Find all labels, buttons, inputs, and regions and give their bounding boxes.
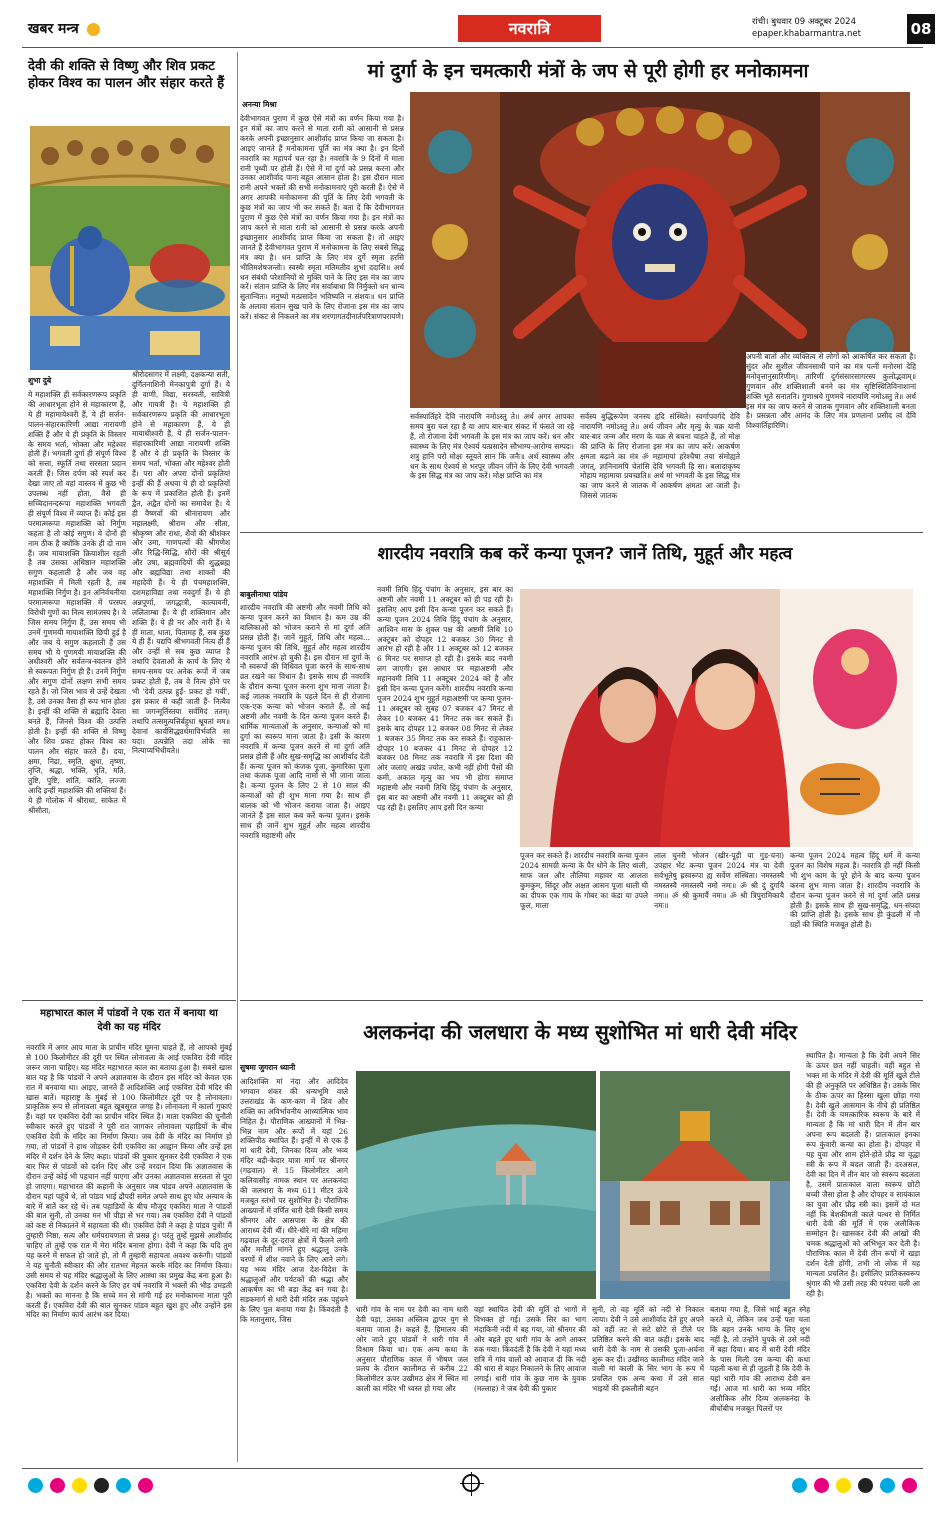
dhari-col-6: स्थापित है। मान्यता है कि देवी अपने सिर के ऊपर छत नहीं चाहती। वहीं बहुत से भक्त मां के मंदिर में देवी की मूर्ति खुले टीले की ही अनुकृति पर अधिष्ठित है। उसके सिर के ठीक ऊपर का हिस्सा खुला छोड़ा गया है। देवी खुले आसमान के नीचे ही प्रतिष्ठित हैं। देवी के चमत्कारिक स्वरूप के बारे में मान्यता है कि मां धारी दिन में तीन बार अपना रूप बदलती हैं। प्रातःकाल इनका रूप कुंवारी कन्या का होता है। दोपहर में यह युवा और शाम होते-होते प्रौढ़ या वृद्धा स्त्री के रूप में बदल जाती हैं। दरअसल, देवी का दिन में तीन बार जो स्वरूप बदलता है, उसमें प्रातःकाल वाला स्वरूप छोटी बच्ची जैसा होता है और दोपहर व सायंकाल का युवा और प्रौढ़ स्त्री का। इसमें दो मत नहीं कि बेशकीमती काले पत्थर से निर्मित धारी देवी की मूर्ति में एक अलौकिक सम्मोहन है। खासकर देवी की आंखों की चमक श्रद्धालुओं को अभिभूत कर देती है। पौराणिक काल में देवी तीन रूपों में खड़ा दर्शन देती होंगी, तभी तो लोक में यह मान्यता प्रचलित है। इसीलिए प्रातिकस्वरूप श्रृंगार की भी उसी तरह की परंपरा चली आ रही है। bbox=[806, 1051, 920, 1298]
left-byline: शुभा दुबे bbox=[28, 376, 52, 385]
dhari-river-art bbox=[356, 1071, 596, 1299]
reg-dot-cyan bbox=[28, 1478, 43, 1493]
brand-name: खबर मन्त्र bbox=[28, 21, 79, 37]
kanya-headline: शारदीय नवरात्रि कब करें कन्या पूजन? जानें तिथि, मुहूर्त और महत्व bbox=[377, 544, 793, 564]
reg-dot-magenta bbox=[902, 1478, 917, 1493]
mantra-col-1: देवीभागवत पुराण में कुछ ऐसे मंत्रों का वर्णन किया गया है। इन मंत्रों का जाप करने से माता रानी को आसानी से प्रसन्न करके अपनी इच्छानुसार आशीर्वाद प्राप्त किया जा सकता है। आइए जानते हैं मनोकामना पूर्ति का मंत्र क्या है। इन दिनों नवरात्रि का महापर्व चल रहा है। नवरात्रि के 9 दिनों में माता रानी पृथ्वी पर होती हैं। ऐसे में मां दुर्गा को प्रसन्न करना और उनका आशीर्वाद पाना बहुत आसान होता है। इस दौरान माता रानी अपने भक्तों की सभी मनोकामनाएं पूरी करती हैं। ऐसे में अगर आपकी मनोकामना की पूर्ति के लिए देवी भगवती के कुछ मंत्रों का जाप भी कर सकते हैं। बता दें कि देवीभागवत पुराण में कुछ ऐसे मंत्रों का वर्णन किया गया है। इन मंत्रों का जाप करने से माता रानी को आसानी से प्रसन्न करके अपनी इच्छानुसार आशीर्वाद प्राप्त किया जा सकता है। तो आइए जानते हैं देवीभागवत पुराण में मनोकामना के लिए सबसे सिद्ध मंत्र क्या है। धन प्राप्ति के लिए मंत्र दुर्गे स्मृता हरसि भीतिमशेषजन्तोः। स्वस्थैः स्मृता मतिमतीव शुभां ददासि॥ अर्थ धन संबंधी परेशानियों से मुक्ति पाने के लिए इस मंत्र का जाप करें। संतान प्राप्ति के लिए मंत्र सर्वाबाधा वि निर्मुक्तो धन धान्य सुतान्वितः। मनुष्यो मत्प्रसादेन भविष्यति न संशयः॥ धन प्राप्ति के अलावा संतान सुख पाने के लिए रोजाना इस मंत्र का जाप करें। संकट से निकलने का मंत्र शरणागतदीनार्तपरित्राणपरायणे। bbox=[240, 114, 404, 322]
dhari-col-1: आदिशक्ति मां नंदा और आदिदेव भगवान शंकर की धन्यभूमि वाले उत्तराखंड के कण-कण में शिव और शक्ति का अविर्भावनीय आध्यात्मिक भाव निहित है। पौराणिक आख्यानों में भिन्न-भिन्न नाम और रूपों में यहां 26 शक्तिपीठ स्थापित हैं। इन्हीं में से एक हैं मां धारी देवी, जिनका दिव्य और भव्य मंदिर बद्री-केदार यात्रा मार्ग पर श्रीनगर (गढ़वाल) से 15 किलोमीटर आगे कलियासौड़ नामक स्थान पर अलकनंदा की जलधारा के मध्य 611 मीटर ऊंचे मजबूत स्तंभों पर सुशोभित है। पौराणिक आख्यानों में वर्णित धारी देवी किसी समय श्रीनगर और आसपास के क्षेत्र की आराध्य देवी थीं। धीरे-धीरे मां की महिमा गढ़वाल के दूर-दराज क्षेत्रों में फैलने लगी और मनौती मांगने हुए श्रद्धालु उनके चरणों में शीश नवाने के लिए आने लगे। यह भव्य मंदिर आज देश-विदेश के श्रद्धालुओं और पर्यटकों की श्रद्धा और आकर्षण का भी बड़ा केंद्र बन गया है। सड़कमार्ग से धारी देवी मंदिर तक पहुंचने के लिए पुल बनाया गया है। किंवदंती है कि मतानुसार, जिस bbox=[240, 1077, 348, 1324]
dhari-story bbox=[240, 1000, 923, 1462]
reg-dot-cyan bbox=[880, 1478, 895, 1493]
section-banner bbox=[458, 15, 601, 42]
brand-sun-icon bbox=[87, 23, 100, 36]
reg-dot-magenta bbox=[814, 1478, 829, 1493]
reg-dot-yellow bbox=[72, 1478, 87, 1493]
kanya-col-5: कन्या पूजन 2024 महत्व हिंदू धर्म में कन्या पूजन का विशेष महत्व है। नवरात्रि ही नहीं किसी भी शुभ काम के पूरे होने के बाद कन्या पूजन करना शुभ माना जाता है। शारदीय नवरात्रि के दौरान कन्या पूजन करने से मां दुर्गा अति प्रसन्न होती हैं। इसके साथ ही सुख-समृद्धि, धन-संपदा की प्राप्ति होती है। इसके साथ ही कुंडली में नौ ग्रहों की स्थिति मजबूत होती है। bbox=[790, 851, 920, 930]
mantra-col-2: सर्वस्यार्तिहरे देवि नारायणि नमोऽस्तु ते॥ अर्थ अगर आपका समय बुरा चल रहा है या आप बार-बार संकट में फंसते जा रहे हैं, तो रोजाना देवी भगवती के इस मंत्र का जाप करें। धन और स्वास्थ्य के लिए मंत्र ऐश्वर्य यत्प्रसादेन सौभाग्य-आरोग्य सम्पदः। शत्रु हानि परो मोक्षः स्तूयते सान किं जनैः॥ अर्थ स्वास्थ्य और धन के साथ ऐश्वर्य से भरपूर जीवन जीने के लिए देवी भगवती के इस सिद्ध मंत्र का जाप करें। मोक्ष प्राप्ति का मंत्र bbox=[410, 412, 574, 481]
left-story bbox=[22, 52, 236, 997]
print-registration-bar bbox=[22, 1468, 923, 1494]
kanya-girls-photo bbox=[520, 589, 913, 847]
column-rule bbox=[237, 52, 238, 1462]
left-col-1: ये महाशक्ति ही सर्वकारणरूप प्रकृति की आधारभूता होने से महाकारण हैं, ये ही महामायेश्वरी हैं, ये ही सर्जन-पालन-संहारकारिणी आद्या नारायणी शक्ति हैं और ये ही प्रकृति के विस्तार के समय भर्ता, भोक्ता और महेश्वर होती हैं। भगवती दुर्गा ही संपूर्ण विश्व को सत्ता, स्फूर्ति तथा सरसता प्रदान करती हैं। जिस दर्पण को स्पर्श कर देखा जाए तो वहां वास्तव में कुछ भी उपलब्ध नहीं होता, वैसे ही सच्चिदानन्दरूपा महाशक्ति भगवती ही संपूर्ण विश्व में व्याप्त हैं। कोई इस परमात्मरूपा महाशक्ति को निर्गुण कहता है तो कोई सगुण। ये दोनों ही नाम ठीक हैं क्योंकि उनके ही दो नाम हैं। जब मायाशक्ति क्रियाशील रहती है तब उसका अधिष्ठान महाशक्ति सगुण कहलाती है और जब वह महाशक्ति में मिली रहती है, तब महाशक्ति निर्गुण है। इन अनिर्वचनीया परमात्मरूपा महाशक्ति में परस्पर विरोधी गुणों का नित्य सामंजस्य है। ये जिस समय निर्गुण हैं, उस समय भी उनमें गुणमयी मायाशक्ति छिपी हुई है और जब ये सगुण कहलाती हैं उस समय भी ये गुणमयी मायाशक्ति की अधीश्वरी और सर्वतन्त्र-स्वतन्त्र होने से स्वरूपतः निर्गुण ही हैं। उनमें निर्गुण और सगुण दोनों लक्षण सभी समय रहते हैं। जो जिस भाव से उन्हें देखता है, उसे उनका वैसा ही रूप भान होता है। इन्हीं की शक्ति से ब्रह्मादि देवता बनते हैं, जिनसे विश्व की उत्पत्ति होती है। इन्हीं की शक्ति से विष्णु और शिव प्रकट होकर विश्व का पालन और संहार करते हैं। दया, क्षमा, निद्रा, स्मृति, क्षुधा, तृष्णा, तृप्ति, श्रद्धा, भक्ति, धृति, मति, तुष्टि, पुष्टि, शांति, कांति, लज्जा आदि इन्हीं महाशक्ति की शक्तियां हैं। ये ही गोलोक में श्रीराधा, साकेत में श्रीसीता, bbox=[28, 390, 126, 816]
reg-dot-black bbox=[94, 1478, 109, 1493]
dhari-col-5: बताया गया है, जिसे भाई बहुत स्नेह करते थे, लेकिन जब उन्हें पता चला कि बहन उनके भाग्य के लिए शुभ नहीं है, तो उन्होंने चुपके से उसे नदी में बहा दिया। बाद में धारी देवी मंदिर के पास मिली उस कन्या की कथा पहली कथा से ही जुड़ती है कि देवी के यहां धारी गांव की आराध्य देवी बन गईं। आज मां धारी का भव्य मंदिर अलौकिक और दिव्य अलकनंदा के बीचोंबीच मजबूत पिलरों पर bbox=[710, 1305, 810, 1414]
mantra-headline: मां दुर्गा के इन चमत्कारी मंत्रों के जप से पूरी होगी हर मनोकामना bbox=[367, 60, 809, 82]
masthead bbox=[22, 12, 932, 48]
date-text: रांची। बुधवार 09 अक्टूबर 2024 bbox=[752, 17, 856, 27]
mantra-byline: अनन्या मिश्रा bbox=[242, 100, 277, 109]
vishnu-illustration bbox=[30, 126, 230, 370]
crosshair-icon bbox=[462, 1474, 480, 1492]
section-title: नवरात्रि bbox=[508, 19, 551, 38]
mantra-col-3: सर्वस्य बुद्धिरूपेण जनस्य हृदि संस्थिते। स्वर्गापवर्गदे देवि नारायणि नमोऽस्तु ते॥ अर्थ जीवन और मृत्यु के चक्र यानी बार-बार जन्म और मरण के चक्र से बचना चाहते हैं, तो मोक्ष की प्राप्ति के लिए रोजाना इस मंत्र का जाप करें। आकर्षण क्षमता बढ़ाने का मंत्र ॐ महामायां हरेश्चैषा तया संमोह्यते जगत्, ज्ञानिनामपि चेतांसि देवि भगवती हि सा। बलादाकृष्य मोहाय महामाया प्रयच्छति॥ अर्थ मां भगवती के इस सिद्ध मंत्र का जाप करने से जातक में आकर्षण क्षमता आ जाती है। जिससे जातक bbox=[580, 412, 740, 501]
website-text: epaper.khabarmantra.net bbox=[752, 29, 861, 39]
dhari-col-3: वहां स्थापित देवी की मूर्ति दो भागों में विभक्त हो गई। उसके सिर का भाग मंदाकिनी नदी में बह गया, जो श्रीनगर की ओर बहते हुए धारी गांव के आगे आकर रुक गया। किंवदंती है कि देवी ने यहां मध्य रात्रि में गांव वालों को आवाज दी कि नदी की धारा से बाहर निकालने के लिए आवाज लगाई। धारी गांव के कुछ नाम के युवक (मल्लाह) ने जब देवी की पुकार bbox=[474, 1305, 586, 1394]
dhari-temple-river-photo bbox=[356, 1071, 596, 1299]
mantra-story bbox=[240, 52, 923, 532]
left-col-2: श्रीरोदसागर में लक्ष्मी, दक्षकन्या सती, दुर्गितनाशिनी मेनकापुत्री दुर्गा हैं। ये ही वाणी, विद्या, सरस्वती, सावित्री और गायत्री हैं। ये महाशक्ति ही सर्वकारणरूप प्रकृति की आधारभूता होने से महाकारण हैं, ये ही मायाधीश्वरी हैं, ये ही सर्जन-पालन-संहारकारिणी आद्या नारायणी शक्ति हैं और ये ही प्रकृति के विस्तार के समय भर्ता, भोक्ता और महेश्वर होती हैं। परा और अपरा दोनों प्रकृतियां इन्हीं की हैं अथवा ये ही दो प्रकृतियों के रूप में प्रकाशित होती हैं। इनमें द्वैत, अद्वैत दोनों का समावेश है। ये ही वैष्णवों की श्रीनारायण और महालक्ष्मी, श्रीराम और सीता, श्रीकृष्ण और राधा, शैवों की श्रीशंकर और उमा, गाणपत्यों की श्रीगणेश और रिद्धि-सिद्धि, सौरों की श्रीसूर्य और उषा, ब्रह्मवादियों की शुद्धब्रह्म और ब्रह्मविद्या तथा शाक्तों की महादेवी हैं। ये ही पंचमहाशक्ति, दशमहाविद्या तथा नवदुर्गा हैं। ये ही अन्नपूर्णा, जगद्धात्री, कात्यायनी, ललिताम्बा हैं। ये ही शक्तिमान और शक्ति हैं। ये ही नर और नारी हैं। ये ही माता, धाता, पितामह हैं, सब कुछ ये ही हैं। यद्यपि श्रीभगवती नित्य ही हैं और उन्हीं से सब कुछ व्याप्त है तथापि देवताओं के कार्य के लिए ये समय-समय पर अनेक रूपों में जब प्रकट होती हैं, तब वे नित्य होने पर भी 'देवी उत्पन्न हुईं- प्रकट हो गयीं', इस प्रकार से कही जाती हैं- नित्यैव सा जगन्मूर्तिस्तया सर्वमिदं ततम्। तथापि तत्समुत्पत्तिर्बहुधा श्रूयतां मम॥ देवानां कार्यसिद्ध्यर्थमाविर्भवति सा यदा। उत्पन्नेति तदा लोके सा नित्याप्यभिधीयते॥ bbox=[132, 370, 230, 756]
mahabharat-story bbox=[22, 1000, 236, 1462]
vishnu-illustration-art bbox=[30, 126, 230, 370]
kanya-girls-art bbox=[520, 589, 913, 847]
kanya-col-3: पूजन कर सकते हैं। शारदीय नवरात्रि कन्या पूजन 2024 सामग्री कन्या के पैर धोने के लिए थाली, साफ जल और तौलिया महावर या आलता कुमकुम, सिंदूर और अक्षत आसन पूजा थाली घी का दीपक एक गाय के गोबर का कंडा या उपले फूल, माला bbox=[520, 851, 648, 910]
mantra-col-4: अपनी बातों और व्यक्तित्व से लोगों को आकर्षित कर सकता है। सुंदर और सुशील जीवनसाथी पाने का मंत्र पत्नीं मनोरमां देहि मनोवृत्तानुसारिणीम्। तारिणीं दुर्गसंसारसागरस्य कुलोद्भवाम्॥ गुणवान और शक्तिशाली बनने का मंत्र सृष्टिस्थितिविनाशानां शक्ति भूते सनातनि। गुणाश्रये गुणमये नारायणि नमोऽस्तु ते॥ अर्थ इस मंत्र का जाप करने से जातक गुणवान और शक्तिशाली बनता है। प्रसन्नता और आनंद के लिए मंत्र प्रणतानां प्रसीद त्वं देवि विश्वार्तिहारिणि। bbox=[746, 352, 916, 524]
dhari-col-2: धारी गांव के नाम पर देवी का नाम धारी देवी पड़ा, उसका अस्तित्व द्वापर युग से बताया जाता है। कहते हैं, हिमालय की ओर जाते हुए पांडवों ने धारी गांव में विश्राम किया था। एक अन्य कथा के अनुसार पौराणिक काल में भीषण जल प्रलय के दौरान कालीमठ से करीब 22 किलोमीटर ऊपर उखीमठ क्षेत्र में स्थित मां काली का मंदिर भी ध्वस्त हो गया और bbox=[356, 1305, 468, 1394]
dateline bbox=[752, 16, 861, 40]
reg-dots-left bbox=[28, 1475, 155, 1494]
reg-dot-yellow bbox=[836, 1478, 851, 1493]
kanya-col-2: नवमी तिथि हिंदू पंचांग के अनुसार, इस बार का अष्टमी और नवमी 11 अक्टूबर को ही पड़ रही है। इसलिए आप इसी दिन कन्या पूजन कर सकते हैं। कन्या पूजन 2024 तिथि हिंदू पंचांग के अनुसार, आश्विन मास के शुक्ल पक्ष की अष्टमी तिथि 10 अक्टूबर को दोपहर 12 बजकर 30 मिनट से आरंभ हो रही है और 11 अक्टूबर को 12 बजकर 6 मिनट पर समाप्त हो रही है। इसके बाद नवमी लग जाएगी। इस आधार पर महाअष्टमी और महानवमी तिथि 11 अक्टूबर 2024 को है और इसी दिन कन्या पूजन करेंगे। शारदीय नवरात्रि कन्या पूजन 2024 शुभ मुहूर्त महाअष्टमी पर कन्या पूजन- 11 अक्टूबर को सुबह 07 बजकर 47 मिनट से लेकर 10 बजकर 41 मिनट तक कर सकते हैं। इसके बाद दोपहर 12 बजकर 08 मिनट से लेकर 1 बजकर 35 मिनट तक कर सकते हैं। राहुकाल- दोपहर 10 बजकर 41 मिनट से दोपहर 12 बजकर 08 मिनट तक नवरात्रि में इस दिशा की ओर जलाएं अखंड ज्योत, कभी नहीं होगी पैसों की कमी, अकाल मृत्यु का भय भी होगा समाप्त महाष्टमी और नवमी तिथि हिंदू पंचांग के अनुसार, इस बार का अष्टमी और नवमी 11 अक्टूबर को ही पड़ रही है। इसलिए आप इसी दिन कन्या bbox=[377, 585, 513, 812]
left-headline: देवी की शक्ति से विष्णु और शिव प्रकट होकर विश्व का पालन और संहार करते हैं bbox=[28, 59, 225, 91]
mahabharat-headline: महाभारत काल में पांडवों ने एक रात में बनाया था देवी का यह मंदिर bbox=[40, 1008, 218, 1033]
dhari-temple-art bbox=[600, 1071, 790, 1299]
reg-dot-magenta bbox=[138, 1478, 153, 1493]
kanya-col-1: शारदीय नवरात्रि की अष्टमी और नवमी तिथि को कन्या पूजन करने का विधान है। कम उम्र की बालिकाओं को भोजन कराने से मां दुर्गा अति प्रसन्न होती हैं। जानें मुहूर्त, तिथि और महत्व... कन्या पूजन की तिथि, मुहूर्त और महत्व शारदीय नवरात्रि आरंभ हो चुकी है। इस दौरान मां दुर्गा के नौ स्वरूपों की विधिवत पूजा करने के साथ-साथ व्रत रखने का विधान है। इसके साथ ही नवरात्रि के दौरान कन्या पूजन करना शुभ माना जाता है। कई जातक नवरात्रि के पहले दिन से ही रोजाना एक-एक कन्या को भोजन कराते हैं, तो कई अष्टमी और नवमी के दिन कन्या पूजन करते हैं। धार्मिक मान्यताओं के अनुसार, कन्याओं को मां दुर्गा का स्वरूप माना जाता है। इसी के कारण नवरात्रि में कन्या पूजन करने से मां दुर्गा अति प्रसन्न होती हैं और सुख-समृद्धि का आशीर्वाद देती हैं। कन्या पूजन को कंजक पूजा, कुमारिका पूजा तथा कंजक पूजा आदि नामों से भी जाना जाता है। कन्या पूजन के लिए 2 से 10 साल की कन्याओं को ही शुभ माना गया है। साथ ही बालक को भी भोजन कराया जाता है। आइए जानते हैं इस साल कब करें कन्या पूजन। इसके साथ ही जानें शुभ मुहूर्त और महत्व शारदीय नवरात्रि महाष्टमी और bbox=[240, 603, 370, 840]
dhari-byline: सुषमा जुगरान ध्यानी bbox=[240, 1063, 296, 1072]
reg-dot-black bbox=[858, 1478, 873, 1493]
kanya-col-4: लाल चुनरी भोजन (खीर-पूड़ी या गुड़-चना) उपहार भेंट कन्या पूजन 2024 मंत्र या देवी सर्वभूतेषु ह्रस्वरूपा ह्य सर्वेण संस्थिता। नमस्तस्यै नमस्तस्यै नमस्तस्यै नमो नमः॥ ॐ श्री दुं दुर्गायै नमः॥ ॐ श्री कुमार्यै नमः॥ ॐ श्री त्रिपुरामिकायै नमः॥ bbox=[654, 851, 784, 910]
mahabharat-body: नवरात्रि में अगर आप माता के प्राचीन मंदिर घूमना चाहते हैं, तो आपको मुंबई से 100 किलोमीटर की दूरी पर स्थित लोनावला के आई एकविरा देवी मंदिर जरूर जाना चाहिए। यह मंदिर महाभारत काल का बताया हुआ है। सबसे खास बात यह है कि पांडवों ने अपने अज्ञातवास के दौरान इस मंदिर को केवल एक रात में बनवाया था। आइए, जानते हैं आदिशक्ति आई एकविरा देवी मंदिर की खास बातें। महाराष्ट्र के मुंबई से 100 किलोमीटर दूरी पर है लोनावला। प्राकृतिक रूप से लोनावला बहुत खूबसूरत जगह है। लोनावला में कार्ला गुफाएं हैं। यहां पर एकविरा देवी का प्राचीन मंदिर स्थित है। माता एकविरा की चुनौती स्वीकार करते हुए पांडवों ने पूरी रात जागकर लोनावला पहाड़ियों के बीच एकविरा देवी के मंदिर का निर्माण किया। जब देवी के मंदिर का निर्माण हो गया, तो पांडवों ने हाथ जोड़कर देवी एकविरा का आह्वान किया और उन्हें इस मंदिर में दर्शन देने के लिए कहा। पांडवों की पुकार सुनकर देवी एकविरा ने एक बार फिर से पांडवों को दर्शन दिए और उन्हें वरदान दिया कि अज्ञातवास के दौरान उन्हें कोई भी पहचान नहीं पाएगा और उनका अज्ञातवास सरलता से पूरा हो जाएगा। महाभारत की कहानी के अनुसार जब पांडव अपने अज्ञातवास के दौरान यहां पहुंचे थे, तो पांडव भाई द्रौपदी समेत अपने साथ हुए घोर अन्याय के बारे में बातें कर रहे थे। तब पहाड़ियों के बीच मौजूद एकविरा माता ने पांडवों की बात सुनी, तो उनका मन भी पीड़ा से भर गया। तब एकविरा देवी ने पांडवों को कष्ट से निकालने में सहायता की थी। एकविरा देवी ने कहा हे पांडव पुत्रों! मैं तुम्हारी निष्ठा, सत्य और धर्मपरायणता से प्रसन्न हूं। परंतु तुम्हें मुझसे आशीर्वाद चाहिए तो तुम्हें एक रात में मेरा मंदिर बनाना होगा। देवी ने कहा कि यदि तुम यह करने में सफल हो जाते हो, तो मैं तुम्हारी सहायता अवश्य करूंगी। पांडवों ने यह चुनौती स्वीकार की और रातभर मेहनत करके मंदिर का निर्माण किया। उसी समय से यह मंदिर श्रद्धालुओं के लिए आस्था का प्रमुख केंद्र बना हुआ है। एकविरा देवी के दर्शन करने के लिए हर वर्ष नवरात्रि में भक्तों की भीड़ उमड़ती है। भक्तों का मानना है कि सच्चे मन से मांगी गई हर मनोकामना माता पूरी करती हैं। एकविरा देवी की बात सुनकर पांडव बहुत खुश हुए और उन्होंने इस मंदिर का निर्माण कार्य आरंभ कर दिया। bbox=[26, 1043, 232, 1320]
dhari-headline: अलकनंदा की जलधारा के मध्य सुशोभित मां धारी देवी मंदिर bbox=[363, 1020, 797, 1044]
kanya-story bbox=[240, 532, 923, 960]
dhari-col-4: सुनी, तो वह मूर्ति को नदी से निकाल लाया। देवी ने उसे आशीर्वाद देते हुए अपने को वहीं तट से सटे छोटे से टीले पर प्रतिष्ठित करने की बात कही। इसके बाद धारी देवी के नाम से उसकी पूजा-अर्चना शुरू कर दी। उखीमठ कालीमठ मंदिर जाने वाली मां काली के सिर भाग के रूप में प्रचलित एक अन्य कथा में उसे सात भाइयों की इकलौती बहन bbox=[592, 1305, 704, 1394]
kanya-byline: बाबुलीनाथा पांडेय bbox=[240, 590, 288, 599]
page-number bbox=[907, 14, 935, 44]
dhari-temple-closeup-photo bbox=[600, 1071, 790, 1299]
brand-logo bbox=[28, 19, 100, 38]
reg-dot-cyan bbox=[792, 1478, 807, 1493]
reg-dot-magenta bbox=[50, 1478, 65, 1493]
page-number-text: 08 bbox=[910, 20, 932, 38]
reg-dots-right bbox=[792, 1475, 919, 1494]
reg-dot-cyan bbox=[116, 1478, 131, 1493]
